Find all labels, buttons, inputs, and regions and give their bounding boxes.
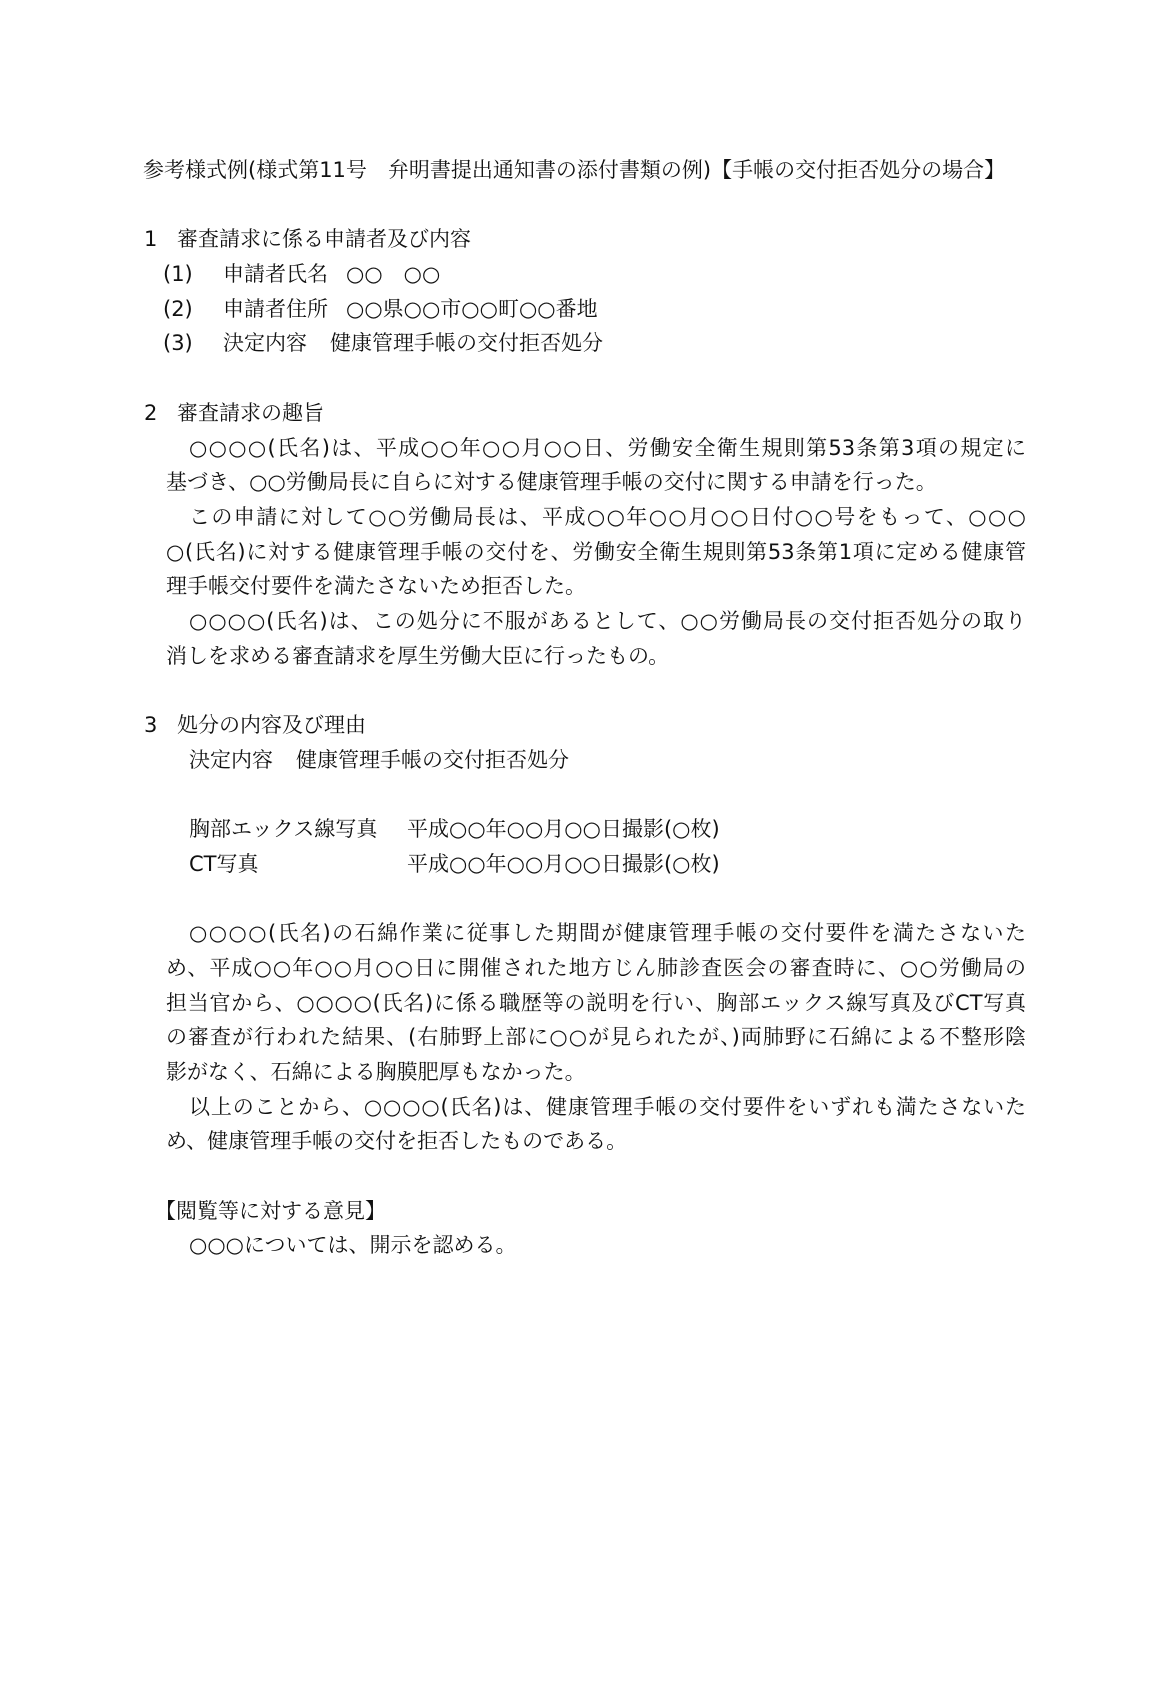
applicant-address-row bbox=[0, 292, 1166, 327]
opinion-text: ○○○については、開示を認める。 bbox=[189, 1233, 517, 1258]
paragraph-line: の審査が行われた結果、(右肺野上部に○○が見られたが、)両肺野に石綿による不整形陰 bbox=[166, 1025, 1026, 1050]
item-label: 決定内容 bbox=[189, 747, 273, 772]
document-title: 参考様式例(様式第11号 弁明書提出通知書の添付書類の例)【手帳の交付拒否処分の場合】 bbox=[143, 158, 1006, 182]
paragraph-line: 担当官から、○○○○(氏名)に係る職歴等の説明を行い、胸部エックス線写真及びCT写真 bbox=[166, 990, 1026, 1015]
section-title: 審査請求に係る申請者及び内容 bbox=[177, 227, 471, 252]
paragraph-line: ○○○○(氏名)の石綿作業に従事した期間が健康管理手帳の交付要件を満たさないた bbox=[189, 921, 1026, 946]
section-number: 2 bbox=[144, 400, 158, 425]
section-title: 処分の内容及び理由 bbox=[177, 713, 366, 737]
item-number: (2) bbox=[163, 296, 193, 321]
evidence-row bbox=[0, 812, 1166, 847]
paragraph-line: 基づき、○○労働局長に自らに対する健康管理手帳の交付に関する申請を行った。 bbox=[166, 470, 937, 495]
paragraph-line: この申請に対して○○労働局長は、平成○○年○○月○○日付○○号をもって、○○○ bbox=[189, 504, 1026, 529]
item-number: (1) bbox=[163, 262, 193, 287]
item-value: ○○ ○○ bbox=[346, 262, 441, 287]
paragraph-line: め、健康管理手帳の交付を拒否したものである。 bbox=[166, 1129, 628, 1154]
paragraph-line: 影がなく、石綿による胸膜肥厚もなかった。 bbox=[166, 1059, 586, 1084]
section-number: 3 bbox=[144, 713, 158, 737]
evidence-label: 胸部エックス線写真 bbox=[189, 817, 378, 842]
section-title: 審査請求の趣旨 bbox=[177, 400, 324, 425]
section-3-heading bbox=[0, 708, 1166, 743]
item-number: (3) bbox=[163, 331, 193, 356]
evidence-row bbox=[0, 847, 1166, 882]
item-label: 申請者住所 bbox=[223, 296, 328, 321]
paragraph-line: め、平成○○年○○月○○日に開催された地方じん肺診査医会の審査時に、○○労働局の bbox=[166, 955, 1026, 980]
section-2-heading bbox=[0, 396, 1166, 431]
paragraph-line: ○○○○(氏名)は、平成○○年○○月○○日、労働安全衛生規則第53条第3項の規定に bbox=[189, 435, 1026, 460]
item-value: 健康管理手帳の交付拒否処分 bbox=[296, 747, 569, 772]
item-value: 健康管理手帳の交付拒否処分 bbox=[330, 331, 603, 356]
applicant-name-row bbox=[0, 257, 1166, 292]
evidence-label: CT写真 bbox=[189, 851, 259, 876]
paragraph-line: ○○○○(氏名)は、この処分に不服があるとして、○○労働局長の交付拒否処分の取り bbox=[189, 608, 1026, 633]
paragraph-line: 消しを求める審査請求を厚生労働大臣に行ったもの。 bbox=[166, 643, 670, 668]
evidence-value: 平成○○年○○月○○日撮影(○枚) bbox=[407, 851, 720, 876]
paragraph-line: ○(氏名)に対する健康管理手帳の交付を、労働安全衛生規則第53条第1項に定める健康管 bbox=[166, 539, 1026, 564]
opinion-heading: 【閲覧等に対する意見】 bbox=[155, 1198, 386, 1223]
section-1-heading bbox=[0, 222, 1166, 257]
item-value: ○○県○○市○○町○○番地 bbox=[346, 296, 598, 321]
paragraph-line: 理手帳交付要件を満たさないため拒否した。 bbox=[166, 574, 586, 599]
decision-row bbox=[0, 326, 1166, 361]
paragraph-line: 以上のことから、○○○○(氏名)は、健康管理手帳の交付要件をいずれも満たさないた bbox=[189, 1094, 1026, 1119]
document-page bbox=[0, 153, 1166, 1263]
item-label: 決定内容 bbox=[223, 331, 307, 356]
section-number: 1 bbox=[144, 227, 158, 252]
item-label: 申請者氏名 bbox=[223, 262, 328, 287]
decision-content-row bbox=[0, 743, 1166, 778]
evidence-value: 平成○○年○○月○○日撮影(○枚) bbox=[407, 817, 720, 842]
